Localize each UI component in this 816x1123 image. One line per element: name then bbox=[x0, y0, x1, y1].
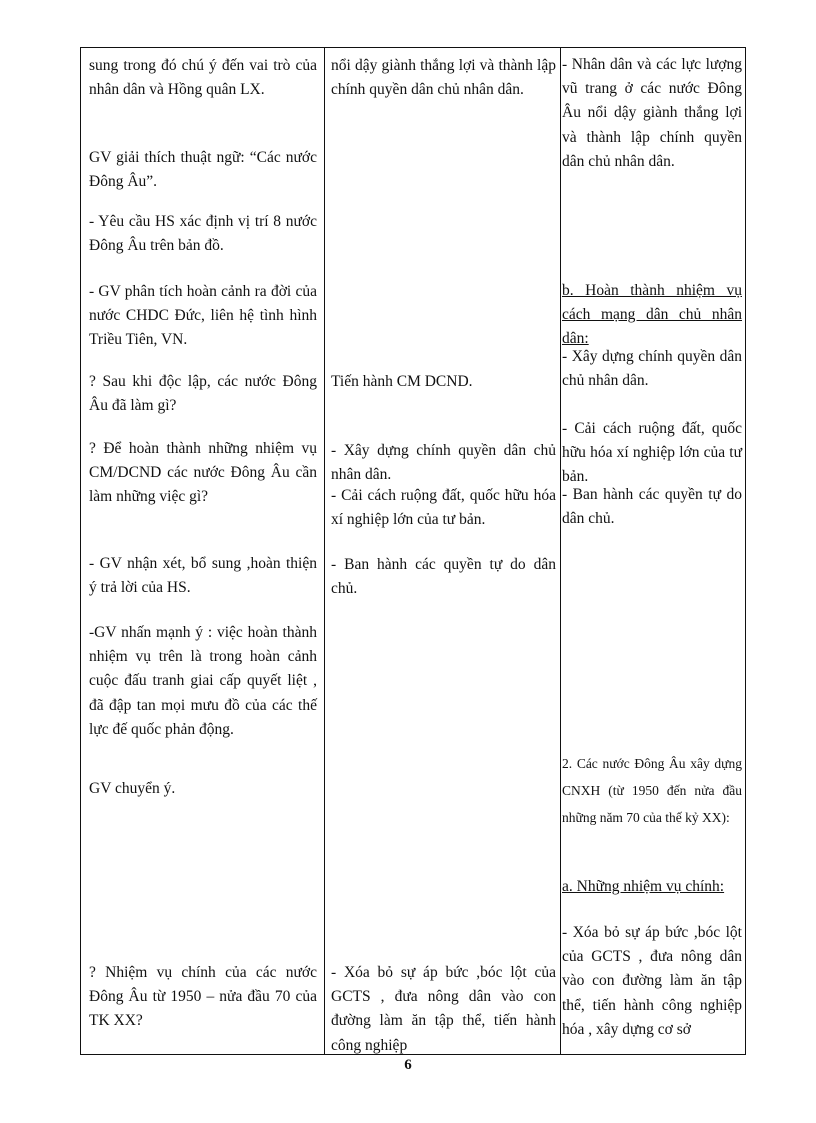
text-block: ? Sau khi độc lập, các nước Đông Âu đã làm gì? bbox=[89, 373, 317, 415]
text-block: - Xây dựng chính quyền dân chủ nhân dân. bbox=[331, 442, 556, 484]
text-block: ? Để hoàn thành những nhiệm vụ CM/DCND các nước Đông Âu cần làm những việc gì? bbox=[89, 440, 317, 506]
text-block: sung trong đó chú ý đến vai trò của nhân dân và Hồng quân LX. bbox=[89, 57, 317, 99]
text-block: - Ban hành các quyền tự do dân chủ. bbox=[331, 556, 556, 598]
text-block: - Ban hành các quyền tự do dân chủ. bbox=[562, 486, 742, 528]
text-block: nổi dậy giành thắng lợi và thành lập chính quyền dân chủ nhân dân. bbox=[331, 57, 556, 99]
page-number: 6 bbox=[404, 1057, 412, 1073]
text-block: GV giải thích thuật ngữ: “Các nước Đông Âu”. bbox=[89, 149, 317, 191]
text-block: - Xóa bỏ sự áp bức ,bóc lột của GCTS , đưa nông dân vào con đường làm ăn tập thể, tiến hành công nghiệp hóa , xây dựng cơ sở bbox=[562, 924, 742, 1038]
text-block: GV chuyển ý. bbox=[89, 780, 176, 797]
text-block: Tiến hành CM DCND. bbox=[331, 373, 473, 390]
text-block: - Yêu cầu HS xác định vị trí 8 nước Đông Âu trên bản đồ. bbox=[89, 213, 317, 255]
teacher-activity-column bbox=[81, 48, 325, 1054]
section-heading: 2. Các nước Đông Âu xây dựng CNXH (từ 1950 đến nửa đầu những năm 70 của thế kỷ XX): bbox=[562, 756, 742, 825]
text-block: - Nhân dân và các lực lượng vũ trang ở các nước Đông Âu nổi dậy giành thắng lợi và thành lập chính quyền dân chủ nhân dân. bbox=[562, 56, 742, 170]
text-block: - Xây dựng chính quyền dân chủ nhân dân. bbox=[562, 348, 742, 390]
section-heading: a. Những nhiệm vụ chính: bbox=[562, 878, 725, 895]
text-block: - Cải cách ruộng đất, quốc hữu hóa xí nghiệp lớn của tư bản. bbox=[331, 487, 556, 529]
text-block: - GV nhận xét, bổ sung ,hoàn thiện ý trả lời của HS. bbox=[89, 555, 317, 597]
text-block: - GV phân tích hoàn cảnh ra đời của nước CHDC Đức, liên hệ tình hình Triều Tiên, VN. bbox=[89, 283, 317, 349]
text-block: - Cải cách ruộng đất, quốc hữu hóa xí nghiệp lớn của tư bản. bbox=[562, 420, 742, 486]
text-block: ? Nhiệm vụ chính của các nước Đông Âu từ 1950 – nửa đầu 70 của TK XX? bbox=[89, 964, 317, 1030]
section-heading: b. Hoàn thành nhiệm vụ cách mạng dân chủ nhân dân: bbox=[562, 282, 742, 348]
content-column-body bbox=[562, 47, 742, 1055]
text-block: - Xóa bỏ sự áp bức ,bóc lột của GCTS , đưa nông dân vào con đường làm ăn tập thể, tiến hành công nghiệp bbox=[331, 964, 556, 1054]
text-block: -GV nhấn mạnh ý : việc hoàn thành nhiệm vụ trên là trong hoàn cảnh cuộc đấu tranh giai cấp quyết liệt , đã đập tan mọi mưu đồ của các thế lực đế quốc phản động. bbox=[89, 624, 317, 738]
student-activity-column bbox=[325, 48, 561, 1054]
